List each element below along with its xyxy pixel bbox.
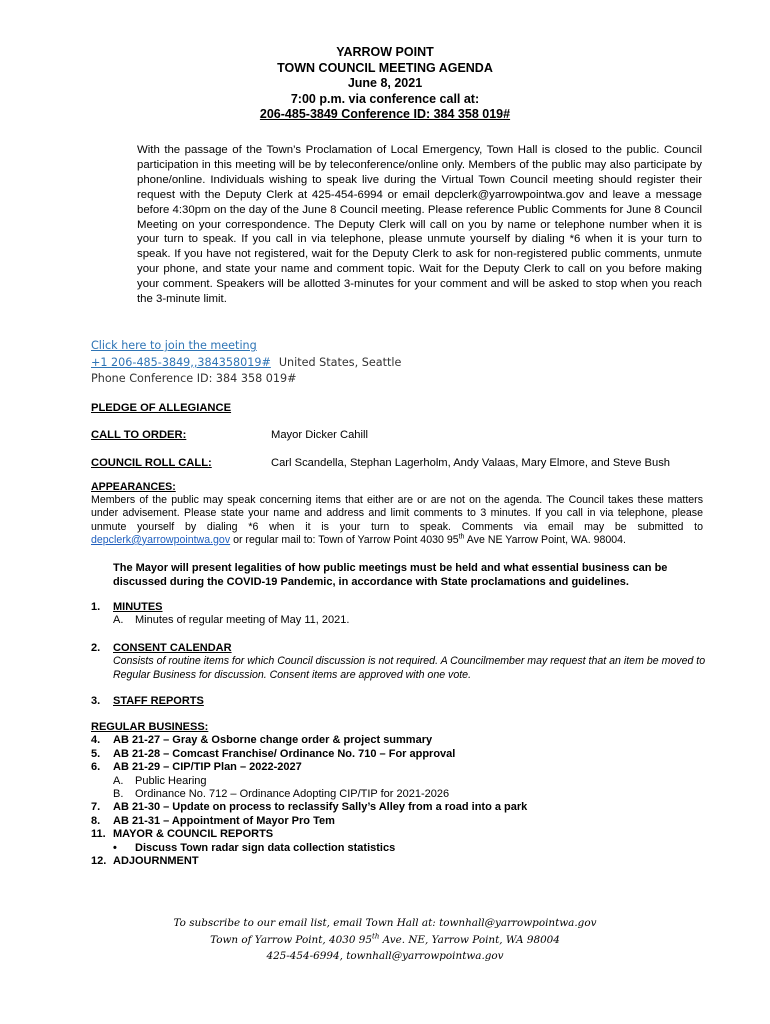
intro-paragraph: With the passage of the Town’s Proclamation of Local Emergency, Town Hall is closed to the public. Council participation in this meeting will be by teleconference/online only. Members of the public may also participate by phone/online. Individuals wishing to speak live during the Virtual Town Council meeting should register their request with the Deputy Clerk at 425-454-6994 or email depclerk@yarrowpointwa.gov and leave a message before 4:30pm on the day of the June 8 Council meeting. Please reference Public Comments for June 8 Council Meeting on your correspondence. The Deputy Clerk will call on you by name or telephone number when it is your turn to speak. If you call in via telephone, please unmute yourself by dialing *6 when it is your turn to speak. If you have not registered, wait for the Deputy Clerk to ask for non-registered public comments, unmute your phone, and state your name and comment topic. Wait for the Deputy Clerk to call on you before making your comment. Speakers will be allotted 3-minutes for your comment and will be asked to stop when you reach the 3-minute limit. bbox=[137, 144, 702, 306]
item-title: STAFF REPORTS bbox=[113, 695, 204, 707]
item-text: AB 21-31 – Appointment of Mayor Pro Tem bbox=[113, 814, 335, 827]
consent-description: Consists of routine items for which Council discussion is not required. A Councilmember may request that an item be moved to Regular Business for discussion. Consent items are approved with one vote. bbox=[113, 655, 706, 681]
footer-address bbox=[0, 932, 770, 949]
mail-address-sup: th bbox=[458, 533, 465, 541]
footer-subscribe: To subscribe to our email list, email Town Hall at: townhall@yarrowpointwa.gov bbox=[173, 917, 597, 929]
list-item bbox=[91, 748, 706, 761]
item-text: AB 21-30 – Update on process to reclassify Sally’s Alley from a road into a park bbox=[113, 801, 528, 814]
agenda-header bbox=[0, 45, 770, 123]
item-number: 2. bbox=[91, 642, 101, 654]
join-meeting-link[interactable]: Click here to join the meeting bbox=[91, 339, 257, 352]
footer-address-sup: th bbox=[372, 932, 380, 941]
sub-letter: A. bbox=[113, 774, 124, 787]
roll-call-label: COUNCIL ROLL CALL: bbox=[91, 457, 212, 469]
sub-letter: A. bbox=[113, 614, 124, 627]
roll-call-value: Carl Scandella, Stephan Lagerholm, Andy Valaas, Mary Elmore, and Steve Bush bbox=[271, 457, 671, 469]
list-sub-item bbox=[91, 842, 706, 855]
regular-business-heading: REGULAR BUSINESS: bbox=[91, 721, 209, 733]
appearances-heading: APPEARANCES: bbox=[91, 481, 176, 493]
list-item bbox=[91, 855, 706, 868]
item-number: 11. bbox=[91, 828, 106, 841]
mayor-legalities-note: The Mayor will present legalities of how public meetings must be held and what essential business can be discussed during the COVID-19 Pandemic, in accordance with State proclamations and guidelines. bbox=[113, 562, 668, 588]
page-footer bbox=[0, 915, 770, 965]
item-text: MAYOR & COUNCIL REPORTS bbox=[113, 828, 274, 841]
mail-address-pre: or regular mail to: Town of Yarrow Point 4030 95 bbox=[230, 533, 459, 546]
list-item bbox=[91, 815, 706, 828]
sub-text: Public Hearing bbox=[135, 774, 207, 787]
bullet-icon: • bbox=[113, 841, 117, 854]
item-number: 3. bbox=[91, 695, 101, 707]
item-number: 5. bbox=[91, 747, 101, 760]
phone-dial-link[interactable]: +1 206-485-3849,,384358019# bbox=[91, 355, 271, 369]
town-name: YARROW POINT bbox=[336, 45, 434, 59]
list-item bbox=[91, 734, 706, 747]
meeting-time: 7:00 p.m. via conference call at: bbox=[290, 91, 480, 106]
appearances-section bbox=[91, 481, 703, 547]
appearances-body: Members of the public may speak concerning items that either are or are not on the agenda. The Council takes these matters under advisement. Please state your name and address and limit comments to 3 minutes. If you call in via telephone, please unmute yourself by dialing *6 when it is your turn to speak. Comments via email may be submitted to bbox=[91, 494, 703, 533]
list-item bbox=[91, 828, 706, 841]
item-text: AB 21-28 – Comcast Franchise/ Ordinance No. 710 – For approval bbox=[113, 747, 456, 760]
sub-letter: B. bbox=[113, 788, 124, 801]
call-to-order-value: Mayor Dicker Cahill bbox=[271, 429, 368, 441]
item-text: AB 21-29 – CIP/TIP Plan – 2022-2027 bbox=[113, 761, 302, 774]
sub-text: Minutes of regular meeting of May 11, 2021. bbox=[135, 614, 350, 627]
item-title: CONSENT CALENDAR bbox=[113, 642, 232, 654]
mail-address-post: Ave NE Yarrow Point, WA. 98004. bbox=[464, 533, 626, 546]
item-number: 8. bbox=[91, 814, 101, 827]
item-number: 6. bbox=[91, 761, 101, 774]
footer-contact: 425-454-6994, townhall@yarrowpointwa.gov bbox=[266, 950, 504, 962]
agenda-item-consent bbox=[91, 642, 706, 682]
phone-conference-id: Phone Conference ID: 384 358 019# bbox=[91, 372, 297, 385]
item-number: 1. bbox=[91, 601, 101, 613]
item-number: 12. bbox=[91, 855, 107, 868]
depclerk-email-link[interactable]: depclerk@yarrowpointwa.gov bbox=[91, 533, 231, 546]
list-sub-item bbox=[91, 775, 706, 788]
meeting-date: June 8, 2021 bbox=[347, 76, 423, 90]
item-number: 7. bbox=[91, 801, 101, 814]
agenda-item-minutes bbox=[91, 601, 706, 628]
appearances-text bbox=[91, 494, 703, 547]
item-text: ADJOURNMENT bbox=[113, 855, 199, 868]
sub-text: Ordinance No. 712 – Ordinance Adopting CIP/TIP for 2021-2026 bbox=[135, 788, 450, 801]
call-to-order-label: CALL TO ORDER: bbox=[91, 429, 187, 441]
item-title: MINUTES bbox=[113, 601, 163, 613]
list-item bbox=[91, 761, 706, 774]
sub-text: Discuss Town radar sign data collection statistics bbox=[135, 841, 396, 854]
footer-address-post: Ave. NE, Yarrow Point, WA 98004 bbox=[379, 933, 560, 946]
list-item bbox=[91, 801, 706, 814]
item-text: AB 21-27 – Gray & Osborne change order & project summary bbox=[113, 734, 433, 747]
footer-address-pre: Town of Yarrow Point, 4030 95 bbox=[210, 933, 372, 946]
conference-id: 206-485-3849 Conference ID: 384 358 019# bbox=[259, 107, 511, 121]
regular-business-list bbox=[91, 721, 706, 868]
item-number: 4. bbox=[91, 734, 101, 747]
phone-location: United States, Seattle bbox=[278, 355, 402, 369]
pledge-heading: PLEDGE OF ALLEGIANCE bbox=[91, 402, 232, 414]
agenda-item-staff-reports bbox=[91, 695, 706, 708]
list-sub-item bbox=[91, 788, 706, 801]
join-meeting-block bbox=[91, 338, 401, 388]
agenda-title: TOWN COUNCIL MEETING AGENDA bbox=[277, 60, 493, 75]
